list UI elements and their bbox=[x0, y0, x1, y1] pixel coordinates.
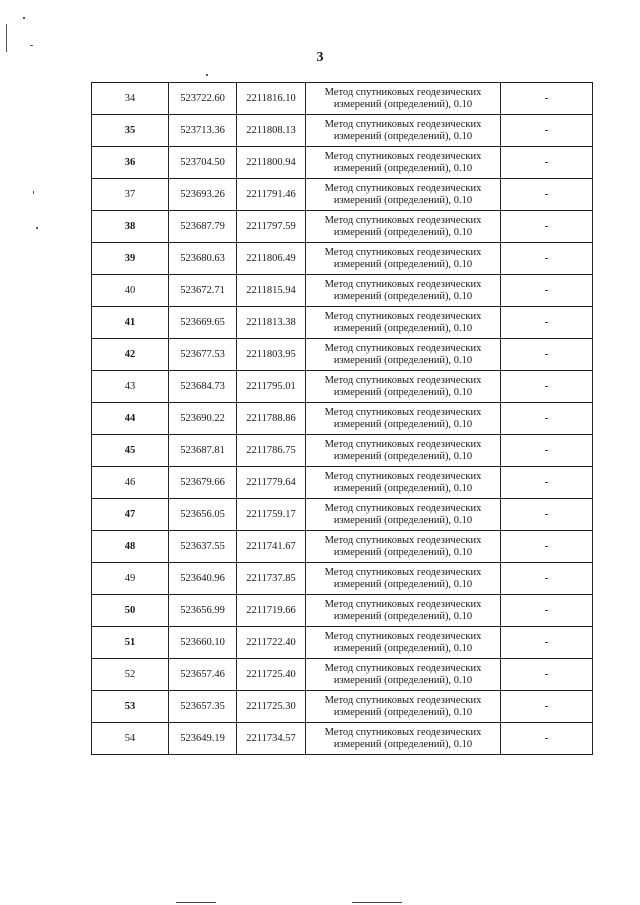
point-number-cell: 49 bbox=[92, 563, 169, 595]
point-number-cell: 52 bbox=[92, 659, 169, 691]
x-coordinate-cell: 523656.05 bbox=[169, 499, 237, 531]
table-row bbox=[92, 83, 593, 115]
scan-speck bbox=[36, 227, 38, 229]
x-coordinate-cell: 523704.50 bbox=[169, 147, 237, 179]
method-line: измерений (определений), 0.10 bbox=[333, 706, 473, 718]
x-coordinate-cell: 523640.96 bbox=[169, 563, 237, 595]
x-coordinate-cell: 523722.60 bbox=[169, 83, 237, 115]
method-line: Метод спутниковых геодезических bbox=[324, 470, 482, 482]
footer-rule bbox=[352, 902, 402, 903]
accuracy-cell: - bbox=[501, 307, 593, 339]
point-number-cell: 54 bbox=[92, 723, 169, 755]
table-row bbox=[92, 723, 593, 755]
point-number-cell: 39 bbox=[92, 243, 169, 275]
accuracy-cell: - bbox=[501, 499, 593, 531]
x-coordinate-cell: 523669.65 bbox=[169, 307, 237, 339]
accuracy-cell: - bbox=[501, 403, 593, 435]
point-number-cell: 47 bbox=[92, 499, 169, 531]
method-line: Метод спутниковых геодезических bbox=[324, 342, 482, 354]
y-coordinate-cell: 2211813.38 bbox=[237, 307, 306, 339]
y-coordinate-cell: 2211741.67 bbox=[237, 531, 306, 563]
x-coordinate-cell: 523672.71 bbox=[169, 275, 237, 307]
method-line: Метод спутниковых геодезических bbox=[324, 406, 482, 418]
y-coordinate-cell: 2211786.75 bbox=[237, 435, 306, 467]
method-line: Метод спутниковых геодезических bbox=[324, 374, 482, 386]
method-line: измерений (определений), 0.10 bbox=[333, 450, 473, 462]
method-cell bbox=[306, 211, 501, 243]
table-row bbox=[92, 659, 593, 691]
page-number: 3 bbox=[316, 50, 324, 65]
accuracy-cell: - bbox=[501, 243, 593, 275]
y-coordinate-cell: 2211719.66 bbox=[237, 595, 306, 627]
point-number-cell: 38 bbox=[92, 211, 169, 243]
scan-speck bbox=[30, 45, 33, 46]
method-cell bbox=[306, 499, 501, 531]
x-coordinate-cell: 523657.46 bbox=[169, 659, 237, 691]
method-line: Метод спутниковых геодезических bbox=[324, 598, 482, 610]
method-line: измерений (определений), 0.10 bbox=[333, 386, 473, 398]
x-coordinate-cell: 523690.22 bbox=[169, 403, 237, 435]
x-coordinate-cell: 523649.19 bbox=[169, 723, 237, 755]
method-cell bbox=[306, 563, 501, 595]
table-row bbox=[92, 147, 593, 179]
coordinates-table-body bbox=[92, 83, 593, 755]
method-line: измерений (определений), 0.10 bbox=[333, 98, 473, 110]
accuracy-cell: - bbox=[501, 179, 593, 211]
method-line: Метод спутниковых геодезических bbox=[324, 182, 482, 194]
method-line: измерений (определений), 0.10 bbox=[333, 130, 473, 142]
y-coordinate-cell: 2211725.40 bbox=[237, 659, 306, 691]
table-row bbox=[92, 307, 593, 339]
y-coordinate-cell: 2211803.95 bbox=[237, 339, 306, 371]
x-coordinate-cell: 523693.26 bbox=[169, 179, 237, 211]
method-cell bbox=[306, 339, 501, 371]
y-coordinate-cell: 2211800.94 bbox=[237, 147, 306, 179]
point-number-cell: 34 bbox=[92, 83, 169, 115]
accuracy-cell: - bbox=[501, 691, 593, 723]
point-number-cell: 46 bbox=[92, 467, 169, 499]
y-coordinate-cell: 2211725.30 bbox=[237, 691, 306, 723]
accuracy-cell: - bbox=[501, 531, 593, 563]
y-coordinate-cell: 2211797.59 bbox=[237, 211, 306, 243]
method-cell bbox=[306, 723, 501, 755]
table-row bbox=[92, 339, 593, 371]
method-cell bbox=[306, 435, 501, 467]
accuracy-cell: - bbox=[501, 147, 593, 179]
accuracy-cell: - bbox=[501, 83, 593, 115]
method-line: Метод спутниковых геодезических bbox=[324, 630, 482, 642]
accuracy-cell: - bbox=[501, 115, 593, 147]
method-cell bbox=[306, 403, 501, 435]
method-line: Метод спутниковых геодезических bbox=[324, 118, 482, 130]
scan-edge-mark bbox=[6, 24, 7, 52]
accuracy-cell: - bbox=[501, 595, 593, 627]
method-cell bbox=[306, 627, 501, 659]
x-coordinate-cell: 523713.36 bbox=[169, 115, 237, 147]
y-coordinate-cell: 2211788.86 bbox=[237, 403, 306, 435]
method-line: измерений (определений), 0.10 bbox=[333, 738, 473, 750]
table-row bbox=[92, 563, 593, 595]
point-number-cell: 35 bbox=[92, 115, 169, 147]
method-line: измерений (определений), 0.10 bbox=[333, 418, 473, 430]
method-line: измерений (определений), 0.10 bbox=[333, 194, 473, 206]
method-line: Метод спутниковых геодезических bbox=[324, 566, 482, 578]
x-coordinate-cell: 523687.81 bbox=[169, 435, 237, 467]
method-line: Метод спутниковых геодезических bbox=[324, 214, 482, 226]
scan-speck bbox=[23, 17, 25, 19]
accuracy-cell: - bbox=[501, 659, 593, 691]
x-coordinate-cell: 523679.66 bbox=[169, 467, 237, 499]
y-coordinate-cell: 2211806.49 bbox=[237, 243, 306, 275]
method-line: Метод спутниковых геодезических bbox=[324, 278, 482, 290]
table-row bbox=[92, 371, 593, 403]
table-row bbox=[92, 275, 593, 307]
method-cell bbox=[306, 115, 501, 147]
accuracy-cell: - bbox=[501, 211, 593, 243]
point-number-cell: 43 bbox=[92, 371, 169, 403]
method-line: Метод спутниковых геодезических bbox=[324, 246, 482, 258]
accuracy-cell: - bbox=[501, 467, 593, 499]
x-coordinate-cell: 523637.55 bbox=[169, 531, 237, 563]
table-row bbox=[92, 179, 593, 211]
y-coordinate-cell: 2211722.40 bbox=[237, 627, 306, 659]
method-cell bbox=[306, 275, 501, 307]
point-number-cell: 36 bbox=[92, 147, 169, 179]
method-cell bbox=[306, 307, 501, 339]
table-row bbox=[92, 595, 593, 627]
method-cell bbox=[306, 531, 501, 563]
method-line: измерений (определений), 0.10 bbox=[333, 482, 473, 494]
method-line: измерений (определений), 0.10 bbox=[333, 642, 473, 654]
scan-speck bbox=[33, 191, 34, 194]
method-cell bbox=[306, 467, 501, 499]
method-line: Метод спутниковых геодезических bbox=[324, 726, 482, 738]
method-line: измерений (определений), 0.10 bbox=[333, 322, 473, 334]
method-line: измерений (определений), 0.10 bbox=[333, 674, 473, 686]
method-cell bbox=[306, 659, 501, 691]
point-number-cell: 37 bbox=[92, 179, 169, 211]
accuracy-cell: - bbox=[501, 435, 593, 467]
method-line: Метод спутниковых геодезических bbox=[324, 502, 482, 514]
accuracy-cell: - bbox=[501, 627, 593, 659]
method-cell bbox=[306, 691, 501, 723]
table-row bbox=[92, 499, 593, 531]
method-line: измерений (определений), 0.10 bbox=[333, 258, 473, 270]
point-number-cell: 50 bbox=[92, 595, 169, 627]
x-coordinate-cell: 523684.73 bbox=[169, 371, 237, 403]
method-line: измерений (определений), 0.10 bbox=[333, 514, 473, 526]
y-coordinate-cell: 2211815.94 bbox=[237, 275, 306, 307]
point-number-cell: 45 bbox=[92, 435, 169, 467]
accuracy-cell: - bbox=[501, 339, 593, 371]
x-coordinate-cell: 523680.63 bbox=[169, 243, 237, 275]
accuracy-cell: - bbox=[501, 563, 593, 595]
method-line: Метод спутниковых геодезических bbox=[324, 662, 482, 674]
x-coordinate-cell: 523657.35 bbox=[169, 691, 237, 723]
method-line: измерений (определений), 0.10 bbox=[333, 546, 473, 558]
method-cell bbox=[306, 371, 501, 403]
table-row bbox=[92, 403, 593, 435]
table-row bbox=[92, 691, 593, 723]
method-line: Метод спутниковых геодезических bbox=[324, 310, 482, 322]
method-line: Метод спутниковых геодезических bbox=[324, 86, 482, 98]
accuracy-cell: - bbox=[501, 371, 593, 403]
method-line: измерений (определений), 0.10 bbox=[333, 162, 473, 174]
x-coordinate-cell: 523660.10 bbox=[169, 627, 237, 659]
table-row bbox=[92, 435, 593, 467]
x-coordinate-cell: 523656.99 bbox=[169, 595, 237, 627]
scan-speck bbox=[206, 74, 208, 76]
y-coordinate-cell: 2211779.64 bbox=[237, 467, 306, 499]
footer-rule bbox=[176, 902, 216, 903]
point-number-cell: 51 bbox=[92, 627, 169, 659]
table-row bbox=[92, 211, 593, 243]
method-cell bbox=[306, 147, 501, 179]
method-line: Метод спутниковых геодезических bbox=[324, 438, 482, 450]
method-line: измерений (определений), 0.10 bbox=[333, 578, 473, 590]
coordinates-table bbox=[91, 82, 593, 755]
method-line: Метод спутниковых геодезических bbox=[324, 150, 482, 162]
y-coordinate-cell: 2211808.13 bbox=[237, 115, 306, 147]
point-number-cell: 41 bbox=[92, 307, 169, 339]
x-coordinate-cell: 523677.53 bbox=[169, 339, 237, 371]
method-cell bbox=[306, 243, 501, 275]
method-line: измерений (определений), 0.10 bbox=[333, 610, 473, 622]
x-coordinate-cell: 523687.79 bbox=[169, 211, 237, 243]
table-row bbox=[92, 115, 593, 147]
method-line: Метод спутниковых геодезических bbox=[324, 694, 482, 706]
point-number-cell: 40 bbox=[92, 275, 169, 307]
point-number-cell: 53 bbox=[92, 691, 169, 723]
method-line: Метод спутниковых геодезических bbox=[324, 534, 482, 546]
y-coordinate-cell: 2211791.46 bbox=[237, 179, 306, 211]
accuracy-cell: - bbox=[501, 275, 593, 307]
point-number-cell: 48 bbox=[92, 531, 169, 563]
method-cell bbox=[306, 595, 501, 627]
method-line: измерений (определений), 0.10 bbox=[333, 290, 473, 302]
y-coordinate-cell: 2211737.85 bbox=[237, 563, 306, 595]
y-coordinate-cell: 2211816.10 bbox=[237, 83, 306, 115]
method-line: измерений (определений), 0.10 bbox=[333, 354, 473, 366]
y-coordinate-cell: 2211795.01 bbox=[237, 371, 306, 403]
method-cell bbox=[306, 179, 501, 211]
table-row bbox=[92, 243, 593, 275]
table-row bbox=[92, 627, 593, 659]
table-row bbox=[92, 467, 593, 499]
point-number-cell: 42 bbox=[92, 339, 169, 371]
table-row bbox=[92, 531, 593, 563]
y-coordinate-cell: 2211759.17 bbox=[237, 499, 306, 531]
accuracy-cell: - bbox=[501, 723, 593, 755]
method-line: измерений (определений), 0.10 bbox=[333, 226, 473, 238]
method-cell bbox=[306, 83, 501, 115]
y-coordinate-cell: 2211734.57 bbox=[237, 723, 306, 755]
point-number-cell: 44 bbox=[92, 403, 169, 435]
